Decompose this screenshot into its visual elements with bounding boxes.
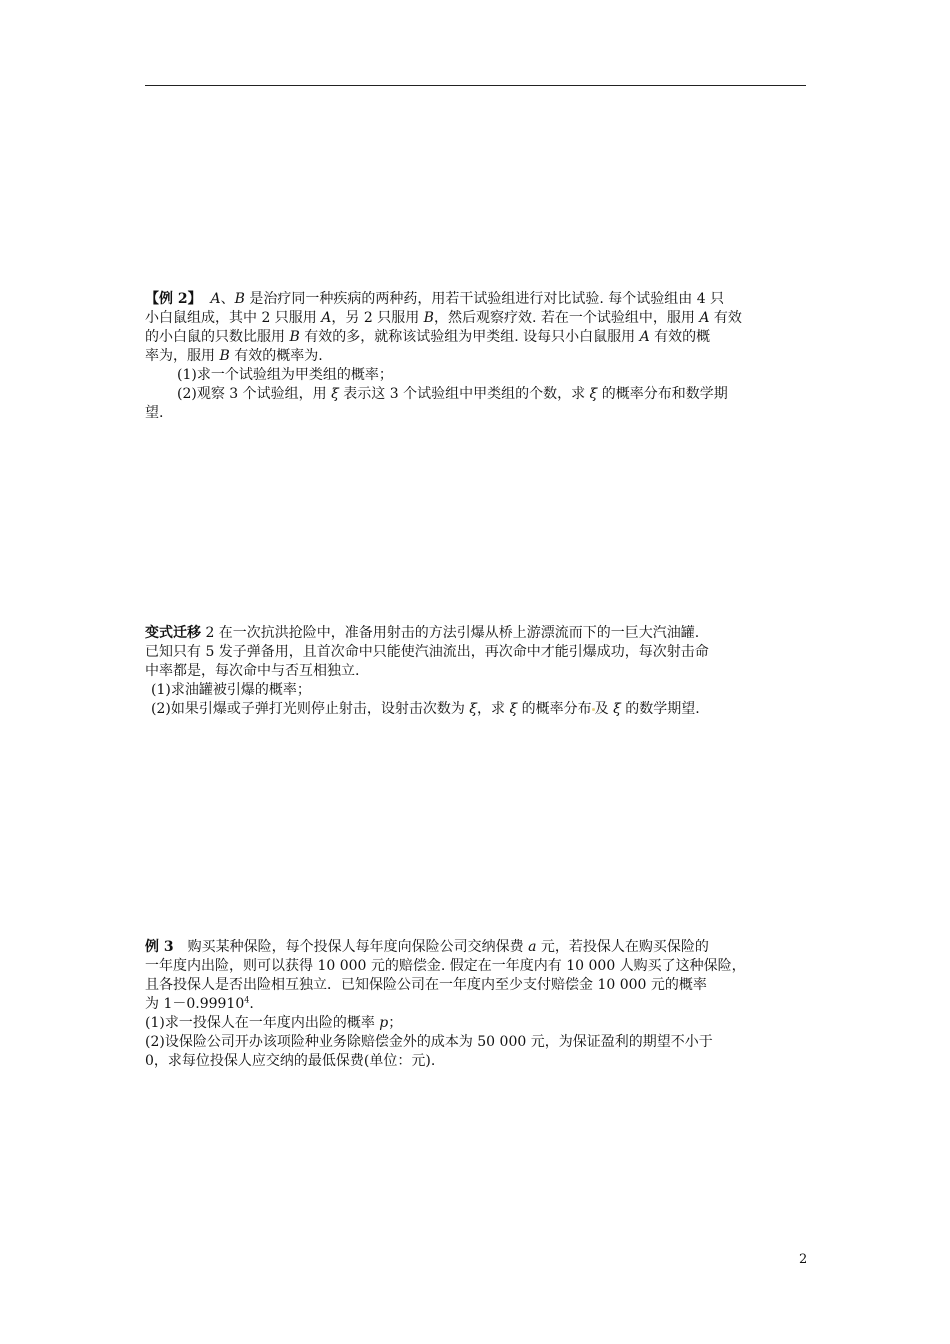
example-3-question-1: (1)求一投保人在一年度内出险的概率 p； bbox=[145, 1015, 403, 1031]
variant-2-label: 变式迁移 bbox=[145, 625, 201, 641]
example-3-line-3: 且各投保人是否出险相互独立．已知保险公司在一年度内至少支付赔偿金 10 000 元的概率 bbox=[145, 977, 707, 993]
example-2-question-2-cont: 望. bbox=[145, 405, 164, 421]
example-3 bbox=[145, 938, 810, 1071]
header-rule bbox=[145, 85, 806, 86]
variant-2 bbox=[145, 624, 810, 719]
example-2-question-1: (1)求一个试验组为甲类组的概率； bbox=[177, 367, 393, 383]
variant-2-line-2: 已知只有 5 发子弹备用，且首次命中只能使汽油流出，再次命中才能引爆成功，每次射击命 bbox=[145, 644, 709, 660]
example-2-line-4: 率为，服用 B 有效的概率为. bbox=[145, 348, 323, 364]
example-3-line-4: 为 $1-0.99910^4$. bbox=[145, 995, 254, 1012]
variant-2-question-2: (2)如果引爆或子弹打光则停止射击，设射击次数为 ξ，求 ξ 的概率分布 及 ξ 的数学期望. bbox=[151, 701, 700, 717]
variant-2-question-1: (1)求油罐被引爆的概率； bbox=[151, 682, 311, 698]
example-3-label: 例 3 bbox=[145, 939, 174, 955]
page-number: 2 bbox=[799, 1252, 808, 1267]
variant-2-line-1: 变式迁移 2 在一次抗洪抢险中，准备用射击的方法引爆从桥上游漂流而下的一巨大汽油罐. bbox=[145, 625, 700, 641]
example-3-line-2: 一年度内出险，则可以获得 10 000 元的赔偿金. 假定在一年度内有 10 000 人购买了这种保险， bbox=[145, 958, 746, 974]
example-2 bbox=[145, 290, 810, 423]
example-2-line-2: 小白鼠组成，其中 2 只服用 A，另 2 只服用 B，然后观察疗效. 若在一个试验组中，服用 A 有效 bbox=[145, 310, 742, 326]
example-2-question-2: (2)观察 3 个试验组，用 ξ 表示这 3 个试验组中甲类组的个数，求 ξ 的概率分布和数学期 bbox=[177, 386, 728, 402]
example-2-line-1: 【例 2】 A、B 是治疗同一种疾病的两种药，用若干试验组进行对比试验. 每个试验组由 4 只 bbox=[145, 291, 725, 307]
example-3-question-2: (2)设保险公司开办该项险种业务除赔偿金外的成本为 50 000 元，为保证盈利的期望不小于 bbox=[145, 1034, 713, 1050]
example-3-line-1: 例 3 购买某种保险，每个投保人每年度向保险公司交纳保费 a 元，若投保人在购买保险的 bbox=[145, 939, 709, 955]
example-2-label: 【例 2】 bbox=[145, 291, 202, 307]
example-2-line-3: 的小白鼠的只数比服用 B 有效的多，就称该试验组为甲类组. 设每只小白鼠服用 A 有效的概 bbox=[145, 329, 711, 345]
variant-2-line-3: 中率都是，每次命中与否互相独立. bbox=[145, 663, 360, 679]
example-3-question-2-cont: 0，求每位投保人应交纳的最低保费(单位：元). bbox=[145, 1053, 436, 1069]
